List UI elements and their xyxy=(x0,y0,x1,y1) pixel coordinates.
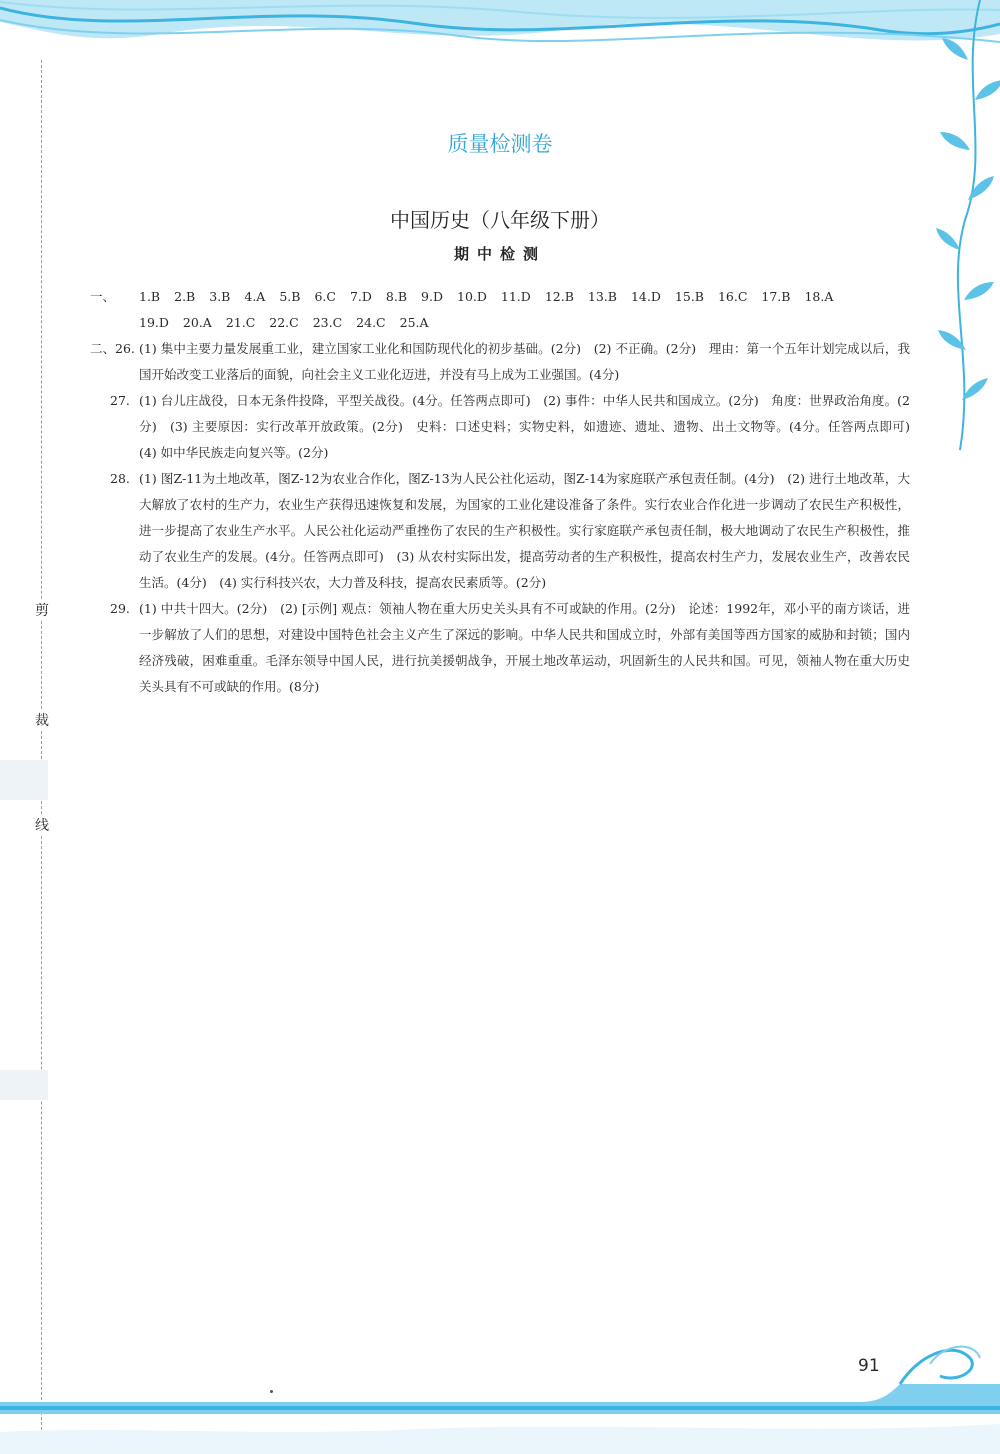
question-26 xyxy=(90,336,910,388)
scan-smudge xyxy=(0,1070,48,1100)
question-29 xyxy=(110,596,910,700)
choice-answer: 12.B xyxy=(544,289,574,304)
choice-answer: 4.A xyxy=(244,289,266,304)
choice-answer: 21.C xyxy=(225,315,256,330)
question-number: 27. xyxy=(110,393,130,408)
choice-answer: 22.C xyxy=(269,315,299,330)
choice-answer: 25.A xyxy=(399,315,429,330)
question-27 xyxy=(110,388,923,466)
question-29-answer: (1) 中共十四大。(2分) (2) [示例] 观点：领袖人物在重大历史关头具有不可或缺的作用。(2分) 论述：1992年，邓小平的南方谈话，进一步解放了人们的思想，对建设中国特色社会主义产生了深远的影响。中华人民共和国成立时，外部有美国等西方国家的威胁和封锁；国内经济残破，困难重重。毛泽东领导中国人民，进行抗美援朝战争，开展土地改革运动，巩固新生的人民共和国。可见，领袖人物在重大历史关头具有不可或缺的作用。(8分) xyxy=(139,601,910,694)
choice-answer: 16.C xyxy=(717,289,748,304)
choice-answer: 10.D xyxy=(457,289,487,304)
choice-answer: 15.B xyxy=(674,289,704,304)
page-number: 91 xyxy=(858,1356,880,1376)
choice-answer: 23.C xyxy=(312,315,343,330)
part-label: 二、26. xyxy=(90,341,135,356)
choice-answer: 19.D xyxy=(139,315,169,330)
bottom-wave-band xyxy=(0,1344,1000,1454)
cut-label: 剪 xyxy=(32,600,52,620)
question-number: 29. xyxy=(110,601,130,616)
choice-answer: 17.B xyxy=(761,289,791,304)
cut-label: 线 xyxy=(32,815,52,835)
choice-answer: 9.D xyxy=(421,289,443,304)
question-28 xyxy=(110,466,910,596)
top-wave-band xyxy=(0,0,1000,80)
choice-answer: 1.B xyxy=(139,289,161,304)
multiple-choice-answers xyxy=(139,284,910,336)
part-label: 一、 xyxy=(90,289,116,304)
choice-answer: 20.A xyxy=(182,315,212,330)
cut-line xyxy=(41,60,42,1440)
choice-answer: 14.D xyxy=(630,289,661,304)
choice-answer: 8.B xyxy=(385,289,408,304)
choice-answer: 13.B xyxy=(587,289,617,304)
answers-line-1 xyxy=(139,284,910,310)
choice-answer: 7.D xyxy=(349,289,372,304)
question-27-answer: (1) 台儿庄战役，日本无条件投降，平型关战役。(4分。任答两点即可) (2) 事件：中华人民共和国成立。(2分) 角度：世界政治角度。(2分) (3) 主要原因：实行改革开放政策。(2分) 史料：口述史料；实物史料，如遗迹、遗址、遗物、出土文物等。(4分。任答两点即可) (4) 如中华民族走向复兴等。(2分) xyxy=(139,393,923,460)
section-title: 质量检测卷 xyxy=(447,132,553,156)
choice-answer: 18.A xyxy=(804,289,834,304)
question-26-answer: (1) 集中主要力量发展重工业，建立国家工业化和国防现代化的初步基础。(2分) (2) 不正确。(2分) 理由：第一个五年计划完成以后，我国开始改变工业落后的面貌，向社会主义工业化迈进，并没有马上成为工业强国。(4分) xyxy=(139,341,910,382)
cut-label: 裁 xyxy=(32,710,52,730)
answer-content xyxy=(90,284,923,700)
question-number: 28. xyxy=(110,471,130,486)
answers-line-2 xyxy=(139,310,910,336)
choice-answer: 24.C xyxy=(356,315,386,330)
question-28-answer: (1) 图Z-11为土地改革，图Z-12为农业合作化，图Z-13为人民公社化运动，图Z-14为家庭联产承包责任制。(4分) (2) 进行土地改革，大大解放了农村的生产力，农业生产获得迅速恢复和发展，为国家的工业化建设准备了条件。实行农业合作化进一步调动了农民生产积极性，进一步提高了农业生产水平。人民公社化运动严重挫伤了农民的生产积极性。实行家庭联产承包责任制，极大地调动了农民生产积极性，推动了农业生产的发展。(4分。任答两点即可) (3) 从农村实际出发，提高劳动者的生产积极性，提高农村生产力，发展农业生产，改善农民生活。(4分) (4) 实行科技兴农，大力普及科技，提高农民素质等。(2分) xyxy=(139,471,910,590)
scan-dot xyxy=(270,1390,273,1393)
choice-answer: 5.B xyxy=(279,289,301,304)
choice-answer: 6.C xyxy=(314,289,336,304)
choice-answer: 2.B xyxy=(174,289,196,304)
subject-title: 中国历史（八年级下册） xyxy=(390,208,610,232)
exam-title: 期中检测 xyxy=(453,245,546,263)
choice-answer: 11.D xyxy=(500,289,531,304)
scan-smudge xyxy=(0,760,48,800)
part-one xyxy=(90,284,910,336)
choice-answer: 3.B xyxy=(209,289,231,304)
